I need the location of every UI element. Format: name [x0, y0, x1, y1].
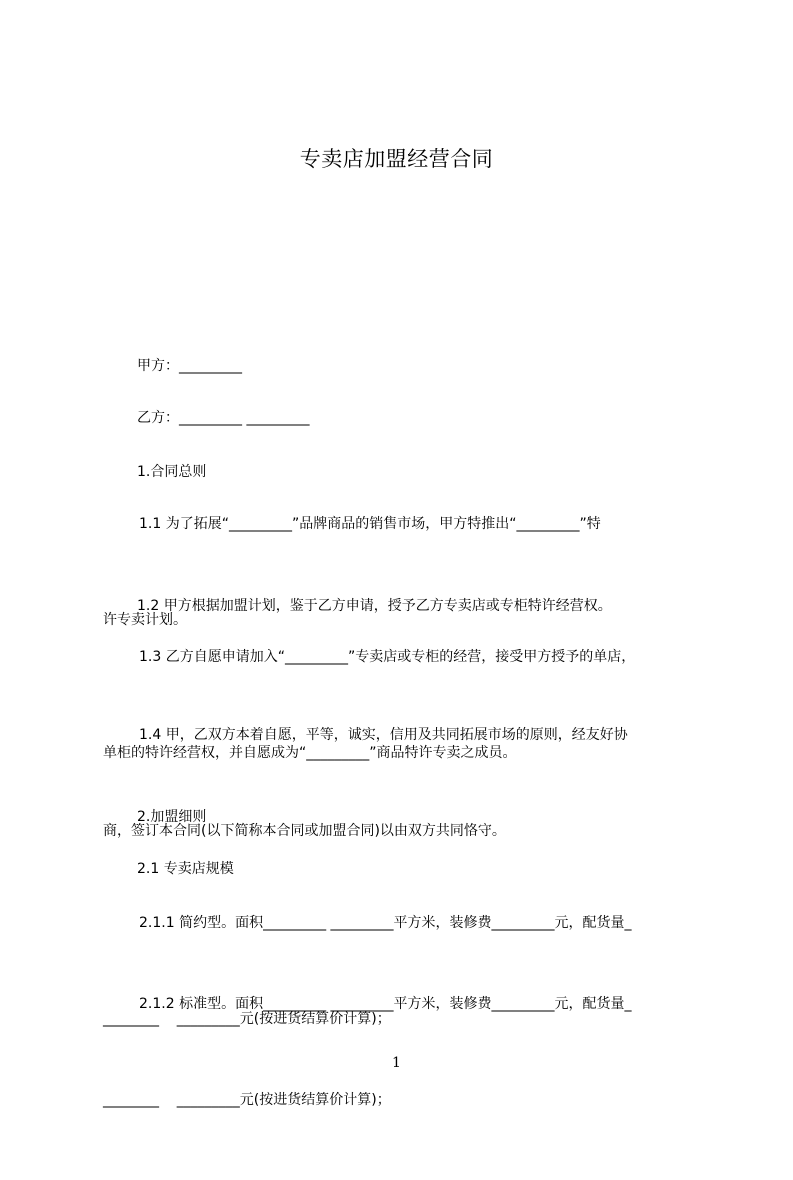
text-line: 2.加盟细则 — [137, 809, 207, 825]
text-line: 乙方：_________ _________ — [137, 410, 310, 426]
page-number: 1 — [392, 1055, 401, 1071]
text-line: 2.1.1 简约型。面积_________ _________平方米，装修费_________元，配货量_ — [139, 915, 632, 931]
text-line: 1.1 为了拓展“_________”品牌商品的销售市场，甲方特推出“_________”特 — [139, 516, 601, 532]
text-line: 甲方：_________ — [137, 358, 242, 374]
text-line: 1.4 甲，乙双方本着自愿，平等，诚实，信用及共同拓展市场的原则，经友好协 — [139, 727, 628, 743]
text-line: 2.1 专卖店规模 — [137, 861, 234, 877]
text-line: 商，签订本合同(以下简称本合同或加盟合同)以由双方共同恪守。 — [103, 823, 506, 839]
text-line: ________ _________元(按进货结算价计算)； — [103, 1011, 391, 1027]
text-line: ________ _________元(按进货结算价计算)； — [103, 1092, 391, 1108]
text-line: 1.2 甲方根据加盟计划，鉴于乙方申请，授予乙方专卖店或专柜特许经营权。 — [137, 598, 612, 614]
text-line: 许专卖计划。 — [103, 612, 187, 628]
text-line: 2.1.2 标准型。面积_________ _________平方米，装修费_________元，配货量_ — [139, 996, 632, 1012]
document-title: 专卖店加盟经营合同 — [299, 147, 494, 171]
text-line: 1.3 乙方自愿申请加入“_________”专卖店或专柜的经营，接受甲方授予的单店， — [139, 649, 636, 665]
clause-paragraph — [103, 924, 715, 1180]
text-line: 单柜的特许经营权，并自愿成为“_________”商品特许专卖之成员。 — [103, 745, 517, 761]
text-line: 1.合同总则 — [137, 464, 207, 480]
